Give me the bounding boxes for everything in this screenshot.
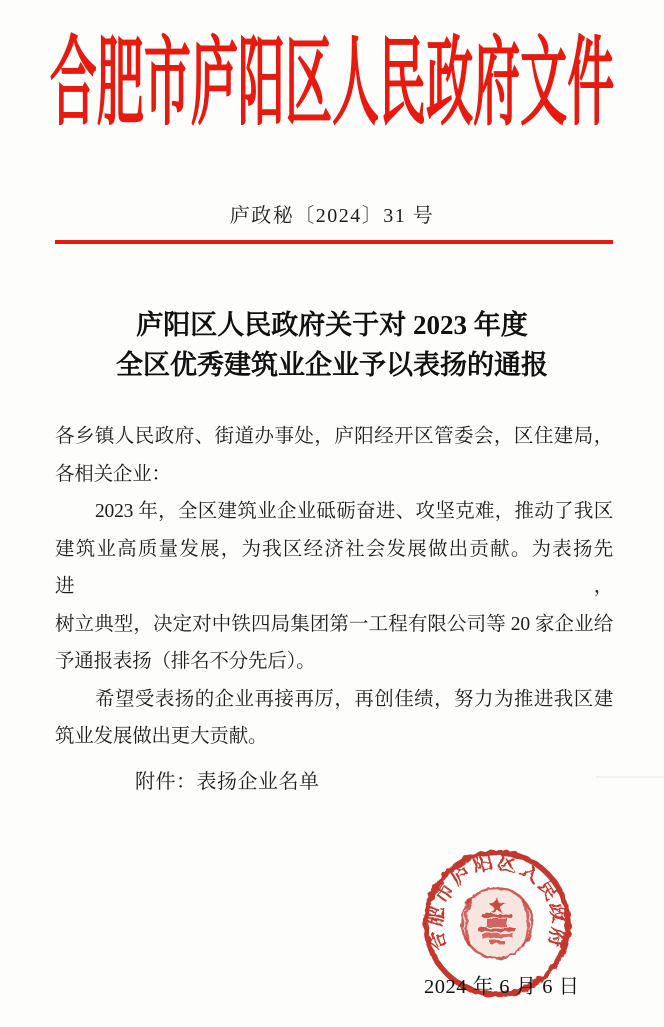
issue-date: 2024 年 6 月 6 日	[424, 976, 580, 998]
national-emblem-icon	[462, 888, 532, 958]
official-seal-stamp	[420, 847, 574, 1001]
body-line: 各相关企业：	[55, 463, 171, 485]
seal-text: 合肥市庐阳区人民政府	[425, 852, 569, 953]
doc-title-line1: 庐阳区人民政府关于对 2023 年度	[136, 310, 528, 340]
doc-number: 庐政秘〔2024〕31 号	[229, 205, 435, 227]
red-divider-line	[55, 240, 613, 244]
body-line: 希望受表扬的企业再接再厉，再创佳绩，努力为推进我区建	[95, 688, 613, 710]
scan-artifact-line	[596, 776, 664, 778]
body-line: 2023 年，全区建筑业企业砥砺奋进、攻坚克难，推动了我区	[95, 501, 613, 522]
body-line: 建筑业高质量发展，为我区经济社会发展做出贡献。为表扬先进，	[55, 538, 613, 597]
body-line: 筑业发展做出更大贡献。	[55, 726, 268, 747]
document-body	[55, 418, 613, 756]
doc-title-line2: 全区优秀建筑业企业予以表扬的通报	[116, 350, 548, 380]
doc-title	[0, 305, 664, 385]
body-line: 予通报表扬（排名不分先后）。	[55, 651, 316, 672]
document-letterhead	[0, 26, 664, 142]
attachment-note: 附件：表扬企业名单	[135, 771, 320, 793]
body-line: 树立典型，决定对中铁四局集团第一工程有限公司等 20 家企业给	[55, 613, 613, 635]
body-line: 各乡镇人民政府、街道办事处，庐阳经开区管委会，区住建局，	[55, 426, 613, 447]
letterhead-title: 合肥市庐阳区人民政府文件	[49, 30, 615, 137]
